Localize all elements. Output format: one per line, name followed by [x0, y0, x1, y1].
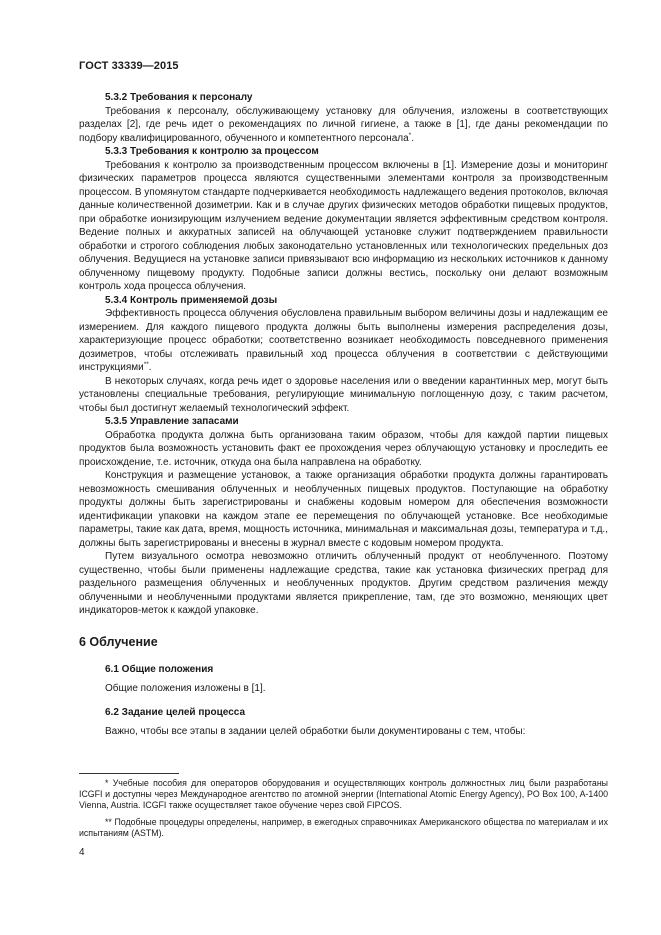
- paragraph: Конструкция и размещение установок, а также организация обработки продукта должны гарантировать невозможность смешивания облученных и необлученных пищевых продуктов. Поступающие на обработку продукты должны быть зарегистрированы и снабжены кодовым номером для обеспечения возможности идентификации упаковки на каждом этапе ее перемещения по облучающей установке. Все необходимые параметры, такие как дата, время, мощность источника, минимальная и максимальная дозы, температура и т.д., должны быть зарегистрированы и внесены в журнал вместе с кодовым номером продукта.: [79, 470, 608, 549]
- footnotes: [79, 778, 608, 844]
- section-heading-5-3-3: 5.3.3 Требования к контролю за процессом: [105, 146, 319, 157]
- section-heading-5-3-5: 5.3.5 Управление запасами: [105, 416, 239, 427]
- running-header: ГОСТ 33339—2015: [79, 60, 179, 72]
- paragraph: Требования к персоналу, обслуживающему установку для облучения, изложены в соответствующих разделах [2], где речь идет о рекомендациях по личной гигиене, а также в [1], где даны рекомендации по подбору квалифицированного, обученного и компетентного персонала*.: [79, 105, 608, 144]
- section-heading-5-3-2: 5.3.2 Требования к персоналу: [105, 92, 253, 103]
- paragraph: В некоторых случаях, когда речь идет о здоровье населения или о введении карантинных мер, могут быть установлены специальные требования, регулирующие минимальную поглощенную дозу, с таким расчетом, чтобы был достигнут желаемый технологический эффект.: [79, 375, 608, 414]
- paragraph: Путем визуального осмотра невозможно отличить облученный продукт от необлученного. Поэтому существенно, чтобы были применены надлежащие средства, такие как установка физических преград для раздельного размещения облученных и необлученных продуктов. Другим средством различения между облученными и необлученными продуктами является прикрепление, там, где это возможно, меняющих цвет индикаторов-меток к каждой упаковке.: [79, 551, 608, 616]
- paragraph: Важно, чтобы все этапы в задании целей обработки были документированы с тем, чтобы:: [105, 725, 526, 737]
- paragraph: Требования к контролю за производственным процессом включены в [1]. Измерение дозы и мониторинг физических параметров процесса являются существенными элементами контроля за производственным процессом. В упомянутом стандарте подчеркивается необходимость надлежащего ведения протоколов, включая данные количественной дозиметрии. Как и в случае других физических методов обработки пищевых продуктов, при обработке ионизирующим излучением ведение документации является эффективным средством контроля. Ведение полных и аккуратных записей на облучающей установке служит подтверждением правильности обработки и строгого соблюдения любых законодательно установленных или технологических предельных доз облучения. Ведущиеся на установке записи привязывают всю информацию из нескольких источников к данному облученному пищевому продукту. Подобные записи должны вестись, поскольку они делают возможным контроль хода процесса облучения.: [79, 159, 608, 292]
- section-heading-5-3-4: 5.3.4 Контроль применяемой дозы: [105, 294, 278, 306]
- section-heading-6-2: 6.2 Задание целей процесса: [105, 707, 245, 718]
- page-number: 4: [79, 847, 85, 858]
- paragraph: Общие положения изложены в [1].: [105, 682, 266, 694]
- footnote-1: * Учебные пособия для операторов оборудования и осуществляющих контроль должностных лиц были разработаны ICGFI и доступны через Международное агентство по атомной энергии (International Atomic Energy Agency), PO Box 100, A-1400 Vienna, Austria. ICGFI также осуществляет такое обучение через свой FIPCOS.: [79, 778, 608, 811]
- paragraph: Эффективность процесса облучения обусловлена правильным выбором величины дозы и надлежащим ее измерением. Для каждого пищевого продукта должны быть выполнены измерения распределения дозы, характеризующие процесс обработки; соответственно возникает необходимость повседневного применения дозиметров, чтобы отслеживать правильный ход процесса облучения в соответствии с действующими инструкциями**.: [79, 308, 608, 373]
- section-heading-6-1: 6.1 Общие положения: [105, 664, 214, 675]
- footnote-ref[interactable]: *: [408, 131, 412, 139]
- main-text: [79, 91, 608, 738]
- paragraph: Обработка продукта должна быть организована таким образом, чтобы для каждой партии пищевых продуктов была возможность установить факт ее прохождения через облучающую установку и проследить ее происхождение, т.е. источник, откуда она была направлена на обработку.: [79, 429, 608, 468]
- section-heading-6: 6 Облучение: [79, 634, 158, 649]
- footnote-2: ** Подобные процедуры определены, например, в ежегодных справочниках Американского общества по материалам и их испытаниям (ASTM).: [79, 816, 608, 838]
- footnote-ref[interactable]: **: [143, 361, 149, 368]
- footnote-divider: [79, 773, 179, 774]
